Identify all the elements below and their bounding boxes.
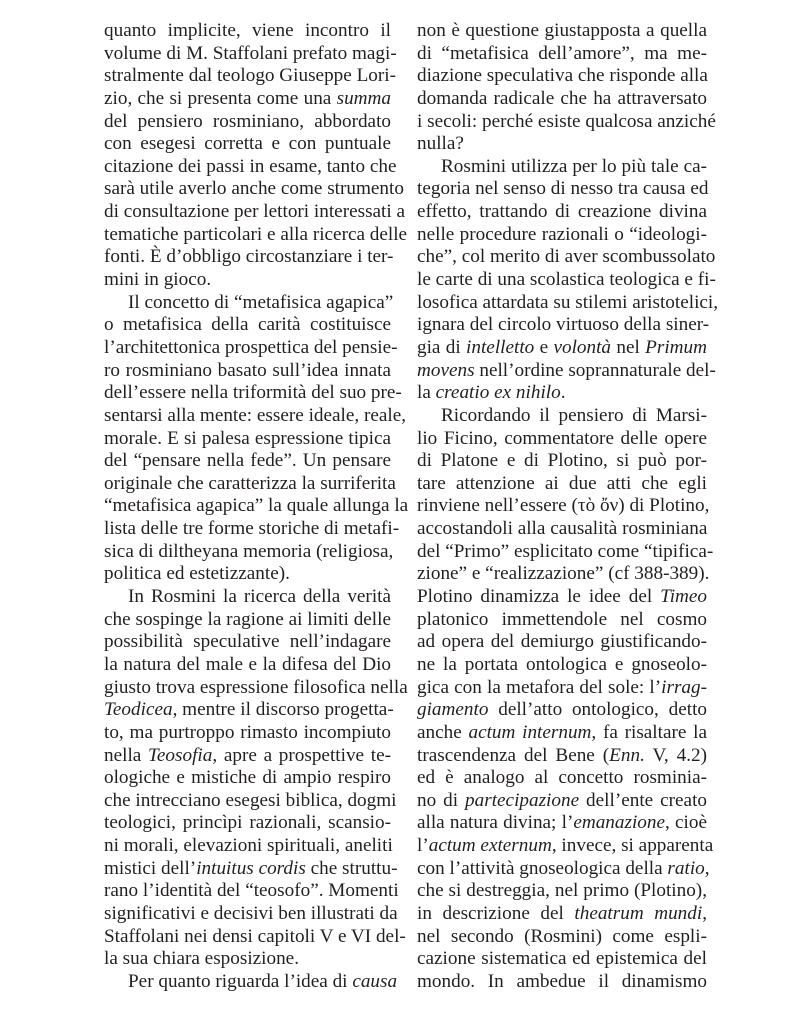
text-run: In Rosmini la ricerca della verità xyxy=(128,586,391,608)
text-line xyxy=(417,857,710,881)
italic-text: summa xyxy=(336,87,391,109)
text-run: , xyxy=(704,857,710,879)
text-line xyxy=(417,677,707,700)
text-line xyxy=(417,540,714,564)
text-line xyxy=(104,450,391,473)
text-run: rinviene nell’essere (τὸ ὄν) di Plotino, xyxy=(417,495,710,517)
text-run: che si destreggia, nel primo (Plotino), xyxy=(417,880,707,902)
text-run: ni morali, elevazioni spirituali, aneliti xyxy=(104,835,393,857)
text-line xyxy=(104,495,409,518)
text-run: Il concetto di “metafisica agapica” xyxy=(128,291,394,313)
text-run: sica di diltheyana memoria (religiosa, xyxy=(104,540,394,562)
text-run: anche xyxy=(417,721,469,743)
text-run: tematiche particolari e alla ricerca delle xyxy=(104,223,408,245)
text-line xyxy=(417,835,714,858)
text-run: nella xyxy=(104,744,148,766)
text-line xyxy=(417,178,707,201)
text-run: nel xyxy=(611,336,646,358)
text-line xyxy=(104,812,391,835)
text-line xyxy=(417,428,707,451)
text-run: l’ xyxy=(417,835,429,857)
text-line xyxy=(417,948,707,971)
text-line xyxy=(417,133,707,156)
text-run: nell’ordine soprannaturale del- xyxy=(474,359,716,381)
text-line xyxy=(104,65,396,88)
italic-text: intelletto xyxy=(466,336,535,358)
text-run: Staffolani nei densi capitoli V e VI del- xyxy=(104,925,406,947)
text-line xyxy=(417,269,716,292)
text-line xyxy=(417,586,707,609)
text-run: mondo. In ambedue il dinamismo xyxy=(417,970,707,992)
text-line xyxy=(417,812,707,835)
text-line xyxy=(104,767,391,790)
text-run: “metafisica agapica” la quale allunga la xyxy=(104,495,409,517)
text-line xyxy=(104,540,394,564)
text-run: ne la portata ontologica e gnoseolo- xyxy=(417,653,707,675)
text-run: ignara del circolo virtuoso della siner- xyxy=(417,314,710,336)
text-line xyxy=(104,518,400,541)
text-line xyxy=(417,382,707,405)
italic-text: ratio xyxy=(667,857,705,879)
text-run: che”, col merito di aver scombussolato xyxy=(417,246,716,268)
text-run: la sua chiara esposizione. xyxy=(104,948,299,970)
text-line xyxy=(104,676,408,700)
text-run: lista delle tre forme storiche di metafi- xyxy=(104,518,400,540)
text-run: del pensiero rosminiano, abbordato xyxy=(104,110,391,132)
text-line xyxy=(417,314,710,337)
text-line xyxy=(417,359,716,383)
text-line xyxy=(104,155,397,179)
text-line xyxy=(417,291,719,315)
text-line xyxy=(104,382,402,405)
text-run: tare attenzione ai due atti che egli xyxy=(417,472,707,494)
text-run: ologiche e mistiche di ampio respiro xyxy=(104,767,391,789)
text-line xyxy=(104,360,391,383)
text-run: V, 4.2) xyxy=(644,744,707,766)
text-line xyxy=(104,970,398,994)
text-run: stralmente dal teologo Giuseppe Lori- xyxy=(104,65,396,87)
text-run: Plotino dinamizza le idee del xyxy=(417,586,661,608)
text-line xyxy=(104,925,406,949)
text-run: con esegesi corretta e con puntuale xyxy=(104,133,391,155)
right-column xyxy=(417,20,719,994)
text-line xyxy=(104,609,391,632)
text-line xyxy=(104,291,394,315)
text-run: Per quanto riguarda l’idea di xyxy=(128,970,353,992)
italic-text: actum internum, xyxy=(468,721,597,743)
text-run: che struttu- xyxy=(305,857,398,879)
text-line xyxy=(417,110,716,134)
italic-text: movens xyxy=(417,359,475,381)
italic-text: Timeo xyxy=(660,586,707,608)
text-line xyxy=(417,495,710,518)
text-line xyxy=(417,609,707,632)
text-run: che sospinge la ragione ai limiti delle xyxy=(104,608,391,630)
text-run: domanda radicale che ha attraversato xyxy=(417,87,707,109)
text-run: del “Primo” esplicitato come “tipifica- xyxy=(417,540,714,562)
text-line xyxy=(104,835,391,858)
text-run: accostandoli alla causalità rosminiana xyxy=(417,518,708,540)
text-run: , xyxy=(702,902,707,924)
text-line xyxy=(104,722,391,745)
text-line xyxy=(104,336,398,360)
italic-text: Teodicea xyxy=(104,699,173,721)
text-run: losofica attardata su stilemi aristotelici, xyxy=(417,291,719,313)
text-line xyxy=(417,201,707,224)
text-line xyxy=(417,631,707,654)
text-run: la natura del male e la difesa del Dio xyxy=(104,653,391,675)
text-run: . xyxy=(560,382,566,404)
text-run: citazione dei passi in esame, tanto che xyxy=(104,155,397,177)
text-run: e xyxy=(534,336,554,358)
text-line xyxy=(417,563,710,586)
text-line xyxy=(104,789,397,813)
text-run: volume di M. Staffolani prefato magi- xyxy=(104,42,397,64)
text-run: zione” e “realizzazione” (cf 388-389). xyxy=(417,563,710,585)
text-run: l’architettonica prospettica del pensie- xyxy=(104,336,398,358)
text-line xyxy=(104,472,396,496)
text-run: gica con la metafora del sole: l’ xyxy=(417,676,662,698)
text-run: con l’attività gnoseologica della xyxy=(417,857,668,879)
italic-text: volontà xyxy=(553,336,612,358)
text-run: effetto, trattando di creazione divina xyxy=(417,201,707,223)
text-line xyxy=(104,631,391,654)
text-run: fa risaltare la xyxy=(596,721,707,743)
text-line xyxy=(417,43,707,66)
text-line xyxy=(417,337,707,360)
text-line xyxy=(417,65,707,88)
text-run: nulla? xyxy=(417,133,464,155)
text-line xyxy=(104,20,391,43)
text-run: ro rosminiano basato sull’idea innata xyxy=(104,359,391,381)
italic-text: partecipazione xyxy=(465,789,580,811)
text-run: quanto implicite, viene incontro il xyxy=(104,20,391,41)
text-run: tegoria nel senso di nesso tra causa ed xyxy=(417,178,709,200)
text-line xyxy=(417,88,707,111)
text-line xyxy=(104,428,391,451)
text-line xyxy=(104,857,398,881)
text-run: alla natura divina; l’ xyxy=(417,812,574,834)
text-run: diazione speculativa che risponde alla xyxy=(417,65,708,87)
text-line xyxy=(104,178,404,201)
italic-text: creatio ex nihilo xyxy=(435,382,561,404)
text-run: giusto trova espressione filosofica nella xyxy=(104,676,408,698)
text-run: ad opera del demiurgo giustificando- xyxy=(417,631,707,653)
text-run: trascendenza del Bene ( xyxy=(417,744,610,766)
text-line xyxy=(104,404,407,428)
italic-text: causa xyxy=(352,970,398,992)
text-line xyxy=(104,88,391,111)
text-run: platonico immettendole nel cosmo xyxy=(417,608,707,630)
text-line xyxy=(417,926,707,949)
text-run: possibilità speculative nell’indagare xyxy=(104,631,391,653)
text-line xyxy=(417,654,707,677)
text-run: la xyxy=(417,382,436,404)
text-line xyxy=(417,20,707,43)
text-line xyxy=(417,156,707,179)
text-run: teologici, princìpi razionali, scansio- xyxy=(104,812,391,834)
text-run: cazione sistematica ed epistemica del xyxy=(417,948,707,970)
text-run: no di xyxy=(417,789,466,811)
text-line xyxy=(417,405,707,428)
text-run: significativi e decisivi ben illustrati da xyxy=(104,902,398,924)
text-line xyxy=(417,473,707,496)
text-line xyxy=(104,201,406,224)
text-run: le carte di una scolastica teologica e fi- xyxy=(417,269,716,291)
italic-text: theatrum mundi xyxy=(574,902,703,924)
text-line xyxy=(417,745,707,768)
text-run: dell’ente creato xyxy=(579,789,707,811)
text-line xyxy=(104,654,391,677)
text-run: fonti. È d’obbligo circostanziare i ter- xyxy=(104,246,394,268)
text-line xyxy=(417,790,707,813)
text-run: , invece, si apparenta xyxy=(551,835,714,857)
text-line xyxy=(417,699,707,722)
text-run: che intrecciano esegesi biblica, dogmi xyxy=(104,789,397,811)
text-line xyxy=(417,224,707,247)
text-run: sarà utile averlo anche come strumento xyxy=(104,178,404,200)
text-run: to, ma purtroppo rimasto incompiuto xyxy=(104,721,391,743)
text-run: del “pensare nella fede”. Un pensare xyxy=(104,450,391,472)
text-run: gia di xyxy=(417,336,467,358)
text-line xyxy=(104,133,391,156)
text-line xyxy=(104,269,391,292)
text-line xyxy=(417,880,707,903)
text-line xyxy=(104,699,394,722)
italic-text: giamento xyxy=(417,699,489,721)
italic-text: Enn. xyxy=(609,744,645,766)
text-run: nelle procedure razionali o “ideologi- xyxy=(417,223,707,245)
text-run: rano l’identità del “teosofo”. Momenti xyxy=(104,880,399,902)
text-line xyxy=(417,246,716,269)
text-line xyxy=(417,971,707,994)
text-line xyxy=(417,450,707,473)
text-line xyxy=(104,111,391,134)
text-run: morale. E si palesa espressione tipica xyxy=(104,427,391,449)
text-run: , cioè xyxy=(665,812,707,834)
text-run: i secoli: perché esiste qualcosa anziché xyxy=(417,110,716,132)
text-line xyxy=(104,586,391,609)
text-run: zio, che si presenta come una xyxy=(104,87,337,109)
text-run: o metafisica della carità costituisce xyxy=(104,314,391,336)
text-line xyxy=(104,880,399,903)
text-line xyxy=(417,903,707,926)
text-line xyxy=(104,246,394,269)
text-line xyxy=(104,902,398,926)
text-run: di consultazione per lettori interessati a xyxy=(104,201,406,223)
text-run: Rosmini utilizza per lo più tale ca- xyxy=(441,155,707,177)
italic-text: emanazione xyxy=(573,812,665,834)
italic-text: intuitus cordis xyxy=(196,857,306,879)
left-column xyxy=(104,20,409,994)
text-run: lio Ficino, commentatore delle opere xyxy=(417,427,707,449)
text-run: di Platone e di Plotino, si può por- xyxy=(417,450,707,472)
text-line xyxy=(417,767,707,790)
text-line xyxy=(104,223,408,247)
text-run: sentarsi alla mente: essere ideale, reale, xyxy=(104,404,407,426)
italic-text: irrag- xyxy=(661,676,707,698)
text-run: ed è analogo al concetto rosminia- xyxy=(417,767,707,789)
text-line xyxy=(417,722,707,745)
italic-text: Primum xyxy=(645,336,707,358)
italic-text: actum externum xyxy=(428,835,552,857)
text-line xyxy=(104,314,391,337)
text-run: Ricordando il pensiero di Marsi- xyxy=(441,404,707,426)
text-run: , mentre il discorso progetta- xyxy=(172,699,394,721)
text-run: , apre a prospettive te- xyxy=(212,744,391,766)
text-line xyxy=(104,563,391,586)
text-line xyxy=(104,42,397,66)
text-run: di “metafisica dell’amore”, ma me- xyxy=(417,42,707,64)
text-run: dell’atto ontologico, detto xyxy=(488,699,707,721)
text-run: nel secondo (Rosmini) come espli- xyxy=(417,925,707,947)
text-run: in descrizione del xyxy=(417,902,575,924)
text-run: dell’essere nella triformità del suo pre- xyxy=(104,382,402,404)
text-line xyxy=(417,518,707,541)
text-run: mistici dell’ xyxy=(104,857,197,879)
text-run: non è questione giustapposta a quella xyxy=(417,20,707,41)
text-line xyxy=(104,948,391,971)
text-run: politica ed estetizzante). xyxy=(104,563,290,585)
text-run: originale che caratterizza la surriferita xyxy=(104,472,396,494)
italic-text: Teosofia xyxy=(148,744,213,766)
text-line xyxy=(104,745,391,768)
text-run: mini in gioco. xyxy=(104,269,212,291)
